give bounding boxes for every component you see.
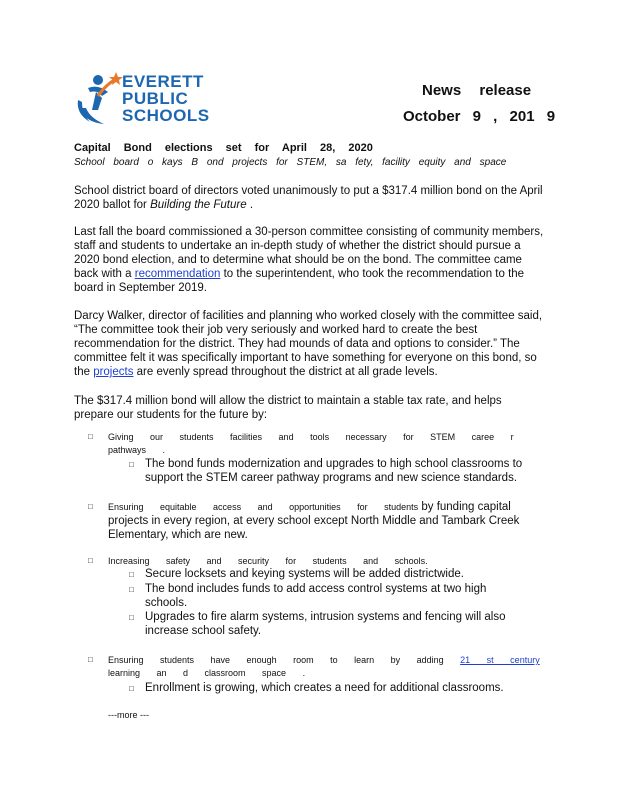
square-bullet-icon: □	[129, 684, 134, 693]
sub-bullet-access: □ The bond includes funds to add access control systems at two high schools.	[129, 583, 487, 609]
bullet-safety: □ Increasing safety and security for students and schools.	[88, 556, 428, 566]
sub-bullet-enrollment: □ Enrollment is growing, which creates a need for additional classrooms.	[129, 682, 504, 694]
paragraph-2: Last fall the board commissioned a 30-person committee consisting of community members, staff and students to undertake an in-depth study of whether the district should pursue a 2020 bond election, and to determine what should be on the bond. The committee came back with a recommendation to the superintendent, who took the recommendation to the board in September 2019.	[74, 226, 544, 294]
logo-line-2: PUBLIC	[122, 89, 189, 108]
star-figure-logo-icon	[76, 70, 126, 126]
bullet-stem-cont: pathways .	[108, 445, 166, 455]
headline: Capital Bond elections set for April 28, 2020	[74, 142, 373, 154]
paragraph-3: Darcy Walker, director of facilities and planning who worked closely with the committee said, “The committee took their job very seriously and worked hard to create the best recommendation for the district. They had mounds of data and options to consider.” The committee felt it was specifically important to have something for everyone on this bond, so the projects are evenly spread throughout the district at all grade levels.	[74, 310, 543, 378]
sub-bullet-stem: □ The bond funds modernization and upgrades to high school classrooms to support the STEM career pathway programs and new science standards.	[129, 458, 523, 484]
bullet-space-cont: learning an d classroom space .	[108, 668, 306, 678]
logo-wordmark	[122, 73, 210, 124]
sub-bullet-alarms: □ Upgrades to fire alarm systems, intrusion systems and fencing will also increase school safety.	[129, 611, 506, 637]
square-bullet-icon: □	[129, 585, 134, 594]
projects-link[interactable]: projects	[93, 366, 134, 378]
square-bullet-icon: □	[129, 570, 134, 579]
bullet-stem: □ Giving our students facilities and tools necessary for STEM caree r	[88, 432, 514, 442]
bullet-space: □ Ensuring students have enough room to learn by adding 21 st century	[88, 655, 540, 665]
bullet-equity: □ Ensuring equitable access and opportunities for students by funding capital projects in every region, at every school except North Middle and Tambark Creek Elementary, which are new.	[88, 501, 520, 541]
logo-line-1: EVERETT	[122, 72, 204, 91]
square-bullet-icon: □	[88, 502, 93, 511]
more-indicator: ---more ---	[108, 710, 149, 720]
square-bullet-icon: □	[88, 655, 93, 664]
square-bullet-icon: □	[129, 460, 134, 469]
recommendation-link[interactable]: recommendation	[134, 268, 221, 280]
initiative-name: Building the Future	[150, 199, 247, 211]
logo-line-3: SCHOOLS	[122, 106, 210, 125]
sub-bullet-locks: □ Secure locksets and keying systems will be added districtwide.	[129, 568, 464, 580]
square-bullet-icon: □	[88, 432, 93, 441]
paragraph-4: The $317.4 million bond will allow the district to maintain a stable tax rate, and helps prepare our students for the future by:	[74, 395, 502, 421]
square-bullet-icon: □	[88, 556, 93, 565]
paragraph-1: School district board of directors voted unanimously to put a $317.4 million bond on the April 2020 ballot for Building the Future .	[74, 185, 543, 211]
subheadline: School board o kays B ond projects for STEM, sa fety, facility equity and space	[74, 157, 507, 168]
news-release-label: News release	[422, 82, 532, 99]
21st-century-link[interactable]: 21 st century	[460, 655, 540, 665]
square-bullet-icon: □	[129, 613, 134, 622]
release-date: October 9 , 201 9	[403, 108, 556, 125]
